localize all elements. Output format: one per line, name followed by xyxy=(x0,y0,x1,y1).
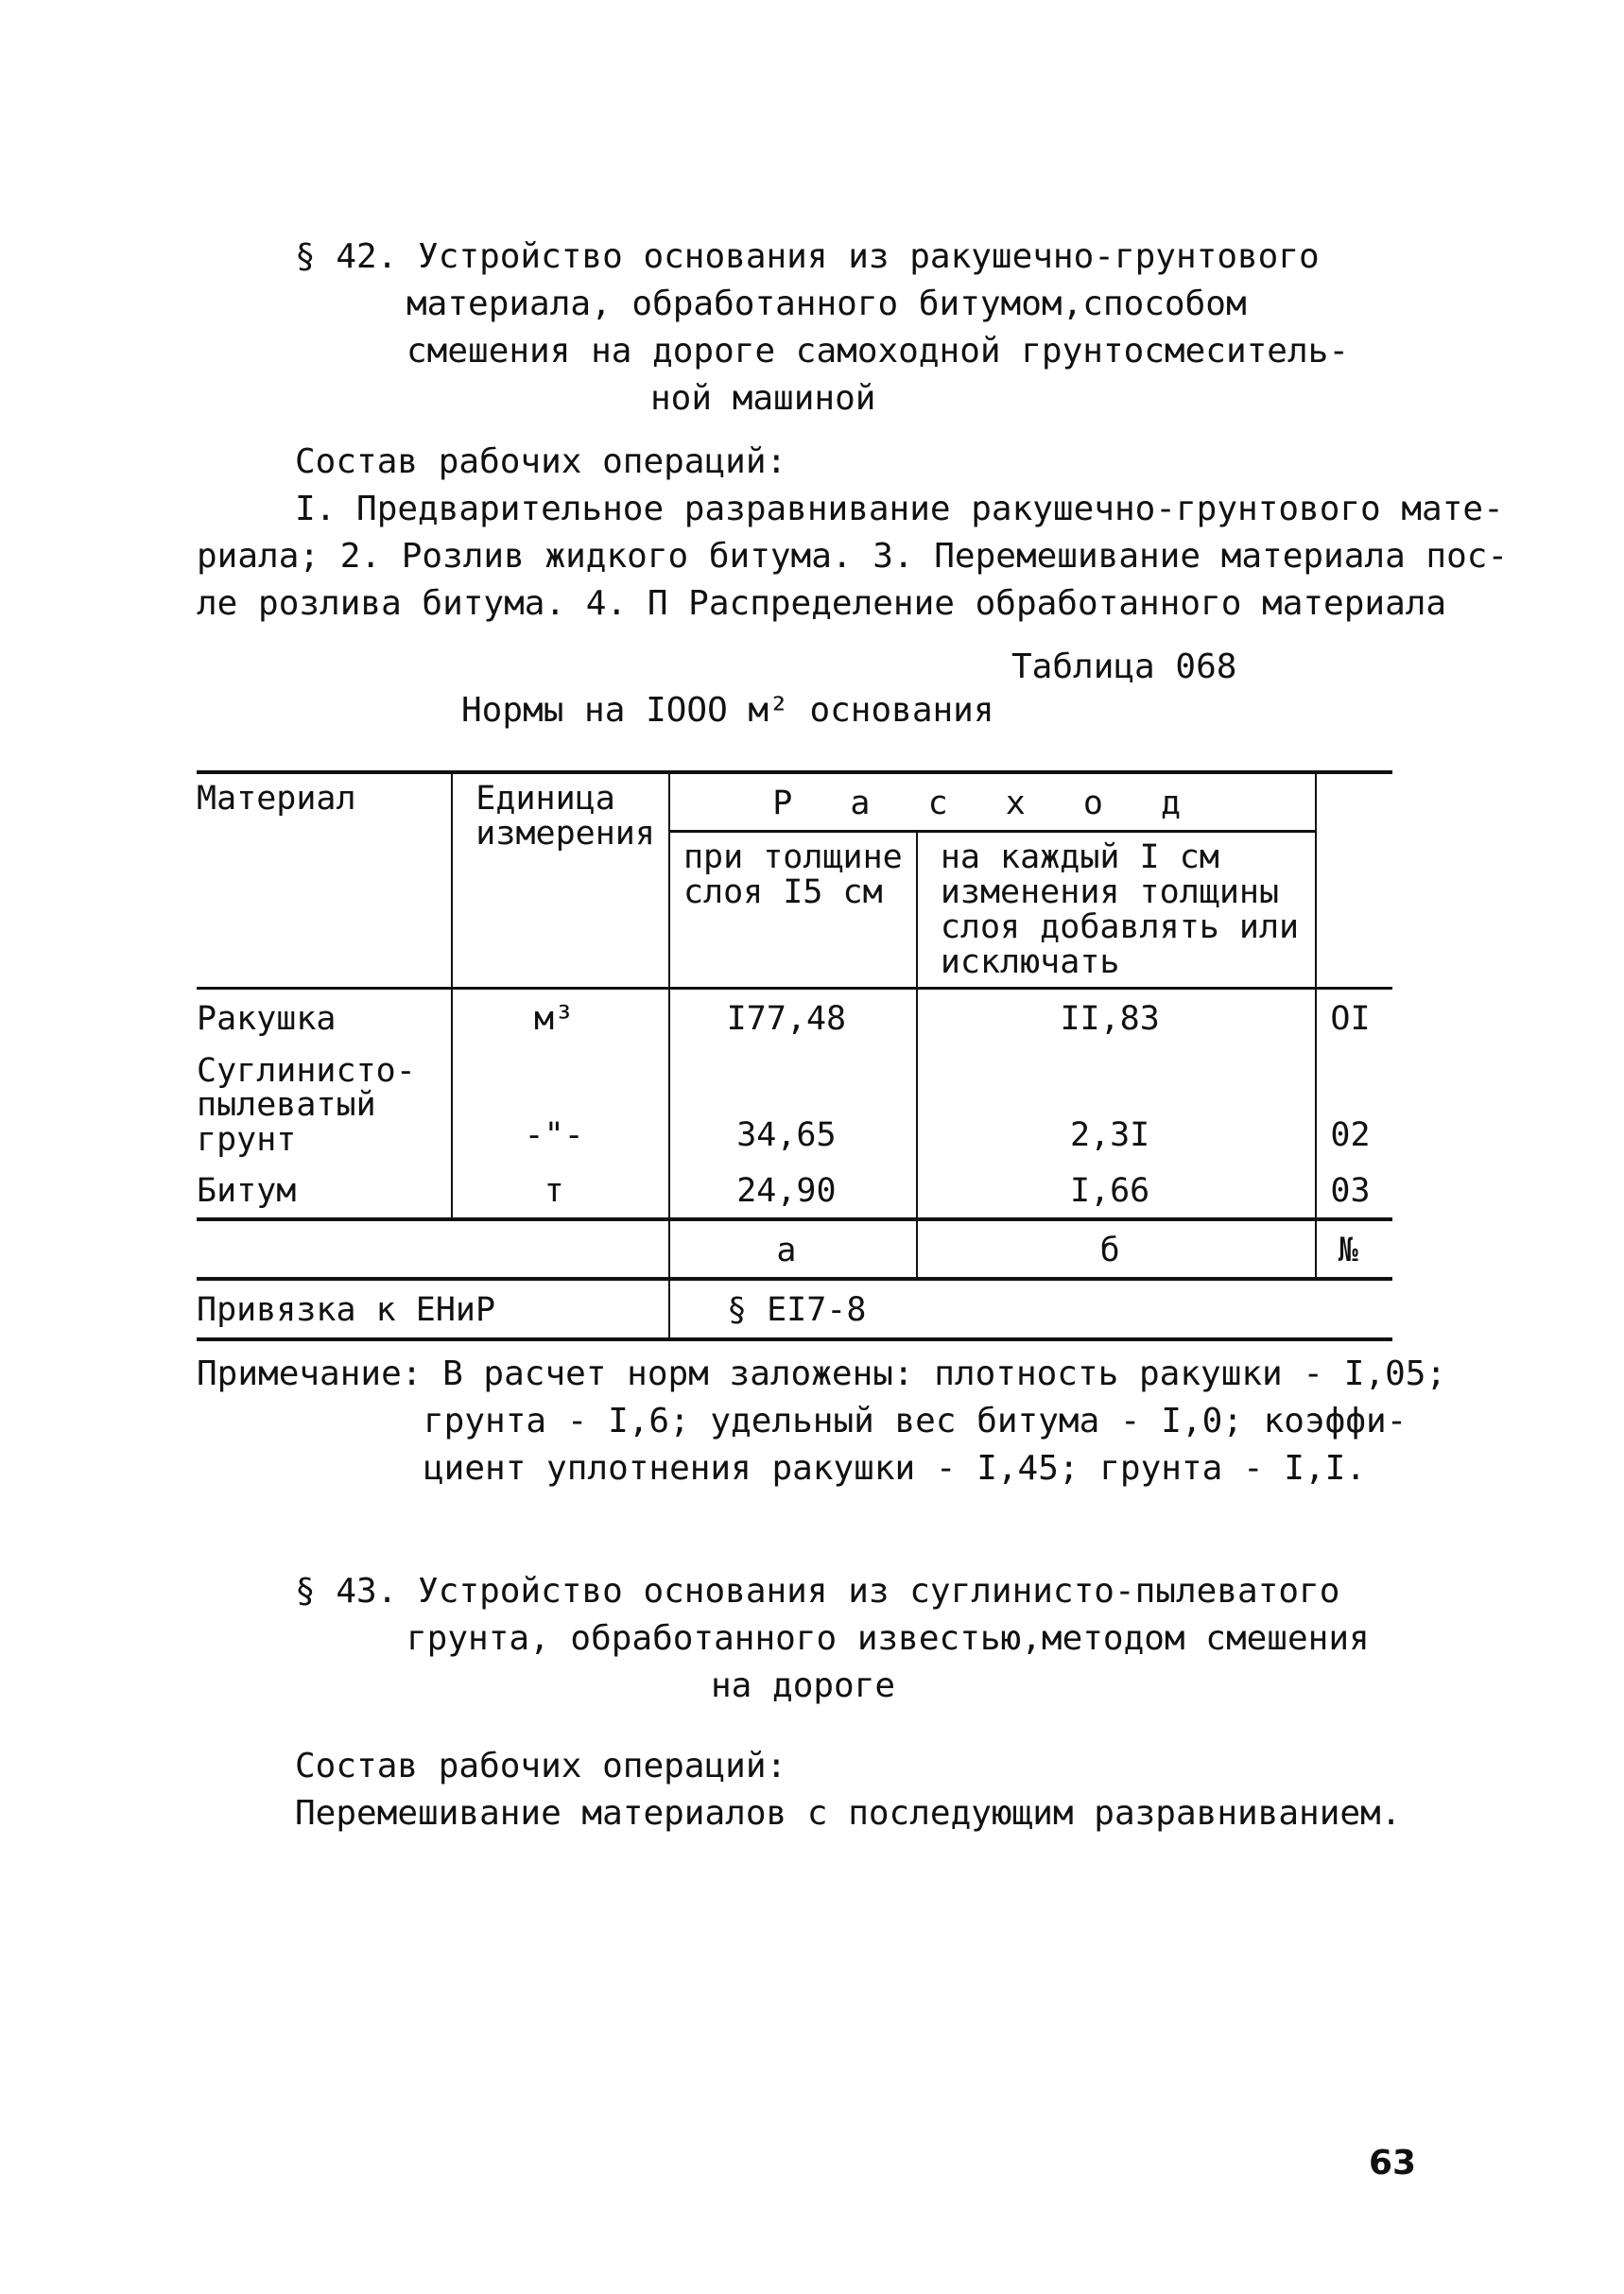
section-43-heading-line-1: § 43. Устройство основания из суглинисто-пылеватого xyxy=(295,1572,1340,1611)
row-2-code: 02 xyxy=(1316,1046,1392,1162)
row-2-unit: -"- xyxy=(452,1046,669,1162)
row-3-material: Битум xyxy=(197,1162,452,1219)
section-42-ops-line-1: I. Предварительное разравнивание ракушечно-грунтового мате- xyxy=(295,490,1504,528)
table-caption: Нормы на IOOO м² основания xyxy=(461,691,994,730)
footer-col-b: б xyxy=(917,1219,1317,1279)
section-43-ops-line: Перемешивание материалов с последующим разравниванием. xyxy=(295,1794,1402,1833)
footer-blank xyxy=(197,1219,669,1279)
row-1-value-a: I77,48 xyxy=(669,989,917,1046)
section-43-heading-line-2: грунта, обработанного известью,методом смешения xyxy=(406,1619,1370,1658)
table-row xyxy=(197,1162,1392,1219)
row-1-unit: м³ xyxy=(452,989,669,1046)
norms-table xyxy=(197,770,1392,1341)
row-3-code: 03 xyxy=(1316,1162,1392,1219)
section-42-heading-line-4: ной машиной xyxy=(650,379,876,418)
section-42-heading-line-1: § 42. Устройство основания из ракушечно-грунтового xyxy=(295,237,1320,276)
section-43-ops-title: Состав рабочих операций: xyxy=(295,1747,787,1785)
section-42-ops-line-2: риала; 2. Розлив жидкого битума. 3. Перемешивание материала пос- xyxy=(197,537,1509,576)
footer-col-no: № xyxy=(1316,1219,1392,1279)
note-line-3: циент уплотнения ракушки - I,45; грунта - I,I. xyxy=(423,1449,1366,1488)
binding-label: Привязка к ЕНиР xyxy=(197,1279,669,1338)
section-42-ops-line-3: ле розлива битума. 4. П Распределение обработанного материала xyxy=(197,584,1447,623)
row-2-value-b: 2,3I xyxy=(917,1046,1317,1162)
row-1-code: OI xyxy=(1316,989,1392,1046)
table-row xyxy=(197,989,1392,1046)
header-material: Материал xyxy=(197,772,452,989)
row-2-value-a: 34,65 xyxy=(669,1046,917,1162)
table-label: Таблица 068 xyxy=(1011,647,1237,686)
section-42-heading-line-2: материала, обработанного битумом,способом xyxy=(406,285,1247,323)
row-1-material: Ракушка xyxy=(197,989,452,1046)
header-unit: Единица измерения xyxy=(452,772,669,989)
section-43-heading-line-3: на дороге xyxy=(711,1666,896,1705)
note-line-2: грунта - I,6; удельный вес битума - I,0; коэффи- xyxy=(423,1402,1408,1440)
section-42-ops-title: Состав рабочих операций: xyxy=(295,442,787,481)
row-3-value-a: 24,90 xyxy=(669,1162,917,1219)
footer-col-a: а xyxy=(669,1219,917,1279)
row-3-unit: т xyxy=(452,1162,669,1219)
row-1-value-b: II,83 xyxy=(917,989,1317,1046)
page-number: 63 xyxy=(1369,2144,1417,2182)
table-header-row-1 xyxy=(197,772,1392,832)
header-consumption: Р а с х о д xyxy=(669,772,1316,832)
header-code xyxy=(1316,772,1392,989)
note-line-1: Примечание: В расчет норм заложены: плотность ракушки - I,05; xyxy=(197,1354,1447,1393)
table-footer-row xyxy=(197,1219,1392,1279)
row-2-material: Суглинисто-пылеватый грунт xyxy=(197,1051,416,1159)
header-at-thickness: при толщине слоя I5 см xyxy=(669,832,917,989)
row-3-value-b: I,66 xyxy=(917,1162,1317,1219)
table-row xyxy=(197,1046,1392,1162)
binding-value: § EI7-8 xyxy=(669,1279,1392,1338)
section-42-heading-line-3: смешения на дороге самоходной грунтосмеситель- xyxy=(406,332,1349,371)
table-binding-row xyxy=(197,1279,1392,1338)
header-per-cm: на каждый I см изменения толщины слоя добавлять или исключать xyxy=(917,832,1317,989)
